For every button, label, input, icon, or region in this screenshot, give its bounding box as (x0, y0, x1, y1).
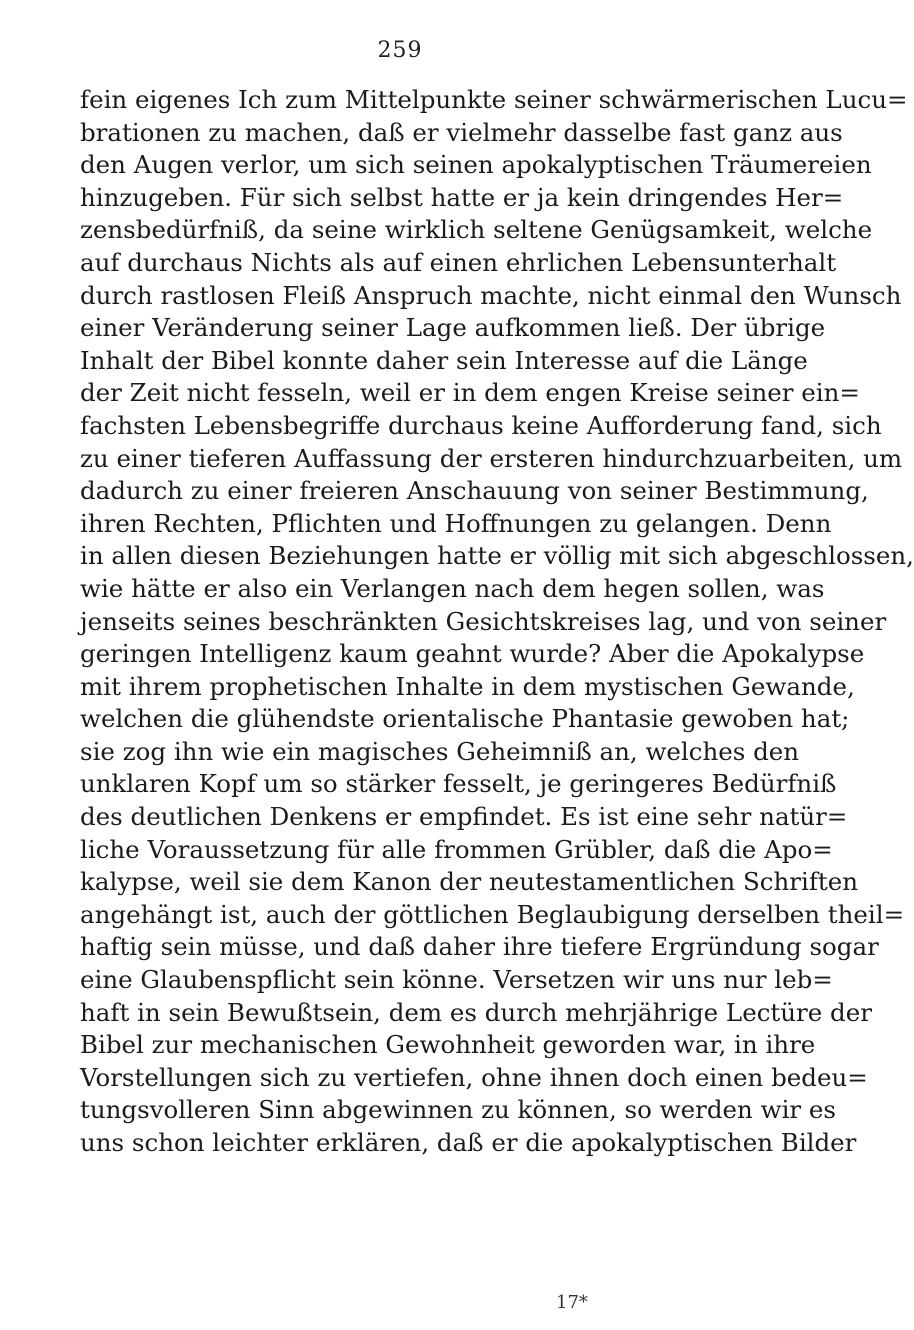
text-line: liche Voraussetzung für alle frommen Grübler, daß die Apo= (80, 834, 833, 864)
text-line: sie zog ihn wie ein magisches Geheimniß an, welches den (80, 736, 800, 766)
text-line: Bibel zur mechanischen Gewohnheit geworden war, in ihre (80, 1030, 816, 1060)
text-line: einer Veränderung seiner Lage aufkommen ließ. Der übrige (80, 313, 826, 343)
text-line: angehängt ist, auch der göttlichen Beglaubigung derselben theil= (80, 899, 905, 929)
signature-mark: 17* (556, 1292, 588, 1313)
page-number: 259 (377, 38, 423, 63)
text-line: in allen diesen Beziehungen hatte er völlig mit sich abgeschlossen, (80, 541, 914, 571)
text-line: auf durchaus Nichts als auf einen ehrlichen Lebensunterhalt (80, 247, 837, 277)
text-line: hinzugeben. Für sich selbst hatte er ja kein dringendes Her= (80, 182, 844, 212)
text-line: brationen zu machen, daß er vielmehr dasselbe fast ganz aus (80, 117, 843, 147)
text-line: fein eigenes Ich zum Mittelpunkte seiner schwärmerischen Lucu= (80, 85, 908, 114)
text-line: Vorstellungen sich zu vertiefen, ohne ihnen doch einen bedeu= (80, 1062, 868, 1092)
text-line: zensbedürfniß, da seine wirklich seltene Genügsamkeit, welche (80, 215, 873, 245)
text-line: tungsvolleren Sinn abgewinnen zu können, so werden wir es (80, 1095, 836, 1125)
text-line: des deutlichen Denkens er empfindet. Es ist eine sehr natür= (80, 802, 848, 832)
text-line: der Zeit nicht fesseln, weil er in dem engen Kreise seiner ein= (80, 378, 860, 408)
text-line: jenseits seines beschränkten Gesichtskreises lag, und von seiner (80, 606, 887, 636)
text-line: unklaren Kopf um so stärker fesselt, je geringeres Bedürfniß (80, 769, 837, 799)
text-line: welchen die glühendste orientalische Phantasie gewoben hat; (80, 704, 850, 734)
body-text (80, 84, 914, 1160)
text-line: ihren Rechten, Pflichten und Hoffnungen zu gelangen. Denn (80, 508, 832, 538)
text-line: haftig sein müsse, und daß daher ihre tiefere Ergründung sogar (80, 932, 879, 962)
text-line: den Augen verlor, um sich seinen apokalyptischen Träumereien (80, 150, 872, 180)
text-line: zu einer tieferen Auffassung der ersteren hindurchzuarbeiten, um (80, 443, 903, 473)
text-line: uns schon leichter erklären, daß er die apokalyptischen Bilder (80, 1128, 857, 1157)
text-line: durch rastlosen Fleiß Anspruch machte, nicht einmal den Wunsch (80, 280, 902, 310)
text-line: haft in sein Bewußtsein, dem es durch mehrjährige Lectüre der (80, 997, 872, 1027)
text-line: wie hätte er also ein Verlangen nach dem hegen sollen, was (80, 573, 825, 603)
text-line: mit ihrem prophetischen Inhalte in dem mystischen Gewande, (80, 671, 855, 701)
text-line: geringen Intelligenz kaum geahnt wurde? Aber die Apokalypse (80, 639, 865, 669)
text-line: fachsten Lebensbegriffe durchaus keine Aufforderung fand, sich (80, 410, 882, 440)
text-line: eine Glaubenspflicht sein könne. Versetzen wir uns nur leb= (80, 965, 833, 995)
text-line: dadurch zu einer freieren Anschauung von seiner Bestimmung, (80, 476, 869, 506)
text-line: Inhalt der Bibel konnte daher sein Interesse auf die Länge (80, 345, 808, 375)
text-line: kalypse, weil sie dem Kanon der neutestamentlichen Schriften (80, 867, 859, 897)
